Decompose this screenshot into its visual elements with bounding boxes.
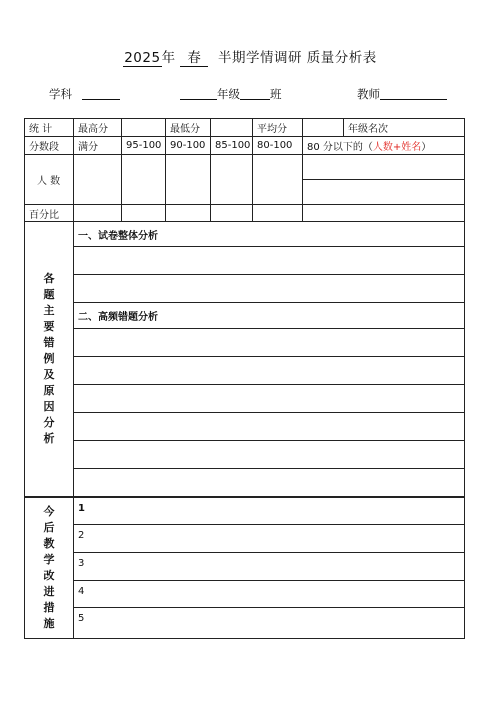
percent-label: 百分比 — [25, 205, 74, 222]
analysis-line[interactable] — [74, 275, 465, 303]
class-label: 班 — [270, 87, 282, 101]
below80-line-2[interactable] — [303, 180, 465, 205]
count-85[interactable] — [211, 155, 253, 205]
bands-row — [25, 137, 465, 155]
improvement-table — [24, 497, 465, 639]
count-95[interactable] — [122, 155, 166, 205]
section-overall-analysis: 一、试卷整体分析 — [74, 222, 465, 247]
band-90-100: 90-100 — [166, 137, 211, 155]
analysis-line[interactable] — [74, 469, 465, 497]
grade-label: 年级 — [217, 87, 240, 101]
percent-80[interactable] — [253, 205, 303, 222]
below80-highlight: 人数+姓名 — [372, 142, 422, 153]
percent-row — [25, 205, 465, 222]
improvement-item-1[interactable]: 1 — [74, 498, 465, 525]
max-score-label: 最高分 — [74, 119, 122, 137]
analysis-line[interactable] — [74, 413, 465, 441]
count-full[interactable] — [74, 155, 122, 205]
below80-label: 80 分以下的（ — [307, 142, 373, 153]
document-title — [0, 46, 500, 67]
band-85-100: 85-100 — [211, 137, 253, 155]
percent-full[interactable] — [74, 205, 122, 222]
analysis-line[interactable] — [74, 441, 465, 469]
analysis-line[interactable] — [74, 247, 465, 275]
analysis-line[interactable] — [74, 385, 465, 413]
analysis-table — [24, 221, 465, 497]
below80-line-1[interactable] — [303, 155, 465, 180]
below80-close: ） — [421, 142, 432, 153]
subject-field[interactable] — [49, 86, 120, 102]
teacher-blank[interactable] — [380, 87, 447, 100]
grade-class-field[interactable] — [180, 86, 282, 102]
grade-blank[interactable] — [180, 87, 217, 100]
improvement-side-label: 今 后 教 学 改 进 措 施 — [25, 498, 74, 639]
subject-blank[interactable] — [82, 87, 120, 100]
title-year: 2025 — [124, 50, 161, 66]
title-year-suffix: 年 — [161, 50, 176, 66]
avg-score-label: 平均分 — [253, 119, 303, 137]
title-rest: 半期学情调研 质量分析表 — [217, 50, 377, 66]
percent-95[interactable] — [122, 205, 166, 222]
teacher-field[interactable] — [357, 86, 447, 102]
max-score-value[interactable] — [122, 119, 166, 137]
band-full: 满分 — [74, 137, 122, 155]
teacher-label: 教师 — [357, 87, 380, 101]
band-below-80 — [303, 137, 465, 155]
count-80[interactable] — [253, 155, 303, 205]
stat-label: 统 计 — [25, 119, 74, 137]
count-90[interactable] — [166, 155, 211, 205]
analysis-line[interactable] — [74, 357, 465, 385]
stats-row — [25, 119, 465, 137]
min-score-label: 最低分 — [166, 119, 211, 137]
subject-label: 学科 — [49, 87, 72, 101]
min-score-value[interactable] — [211, 119, 253, 137]
percent-below80[interactable] — [303, 205, 465, 222]
improvement-item-5[interactable]: 5 — [74, 608, 465, 639]
improvement-item-3[interactable]: 3 — [74, 553, 465, 581]
analysis-line[interactable] — [74, 329, 465, 357]
count-row-top — [25, 155, 465, 180]
band-95-100: 95-100 — [122, 137, 166, 155]
count-label: 人 数 — [25, 155, 74, 205]
avg-score-value[interactable] — [303, 119, 344, 137]
class-blank[interactable] — [240, 87, 270, 100]
section-frequent-errors: 二、高频错题分析 — [74, 303, 465, 329]
improvement-item-4[interactable]: 4 — [74, 581, 465, 608]
band-label: 分数段 — [25, 137, 74, 155]
grade-rank-label: 年级名次 — [344, 119, 465, 137]
improvement-item-2[interactable]: 2 — [74, 525, 465, 553]
percent-85[interactable] — [211, 205, 253, 222]
score-stats-table — [24, 118, 465, 222]
percent-90[interactable] — [166, 205, 211, 222]
title-season: 春 — [180, 46, 208, 67]
band-80-100: 80-100 — [253, 137, 303, 155]
analysis-side-label: 各 题 主 要 错 例 及 原 因 分 析 — [25, 222, 74, 497]
